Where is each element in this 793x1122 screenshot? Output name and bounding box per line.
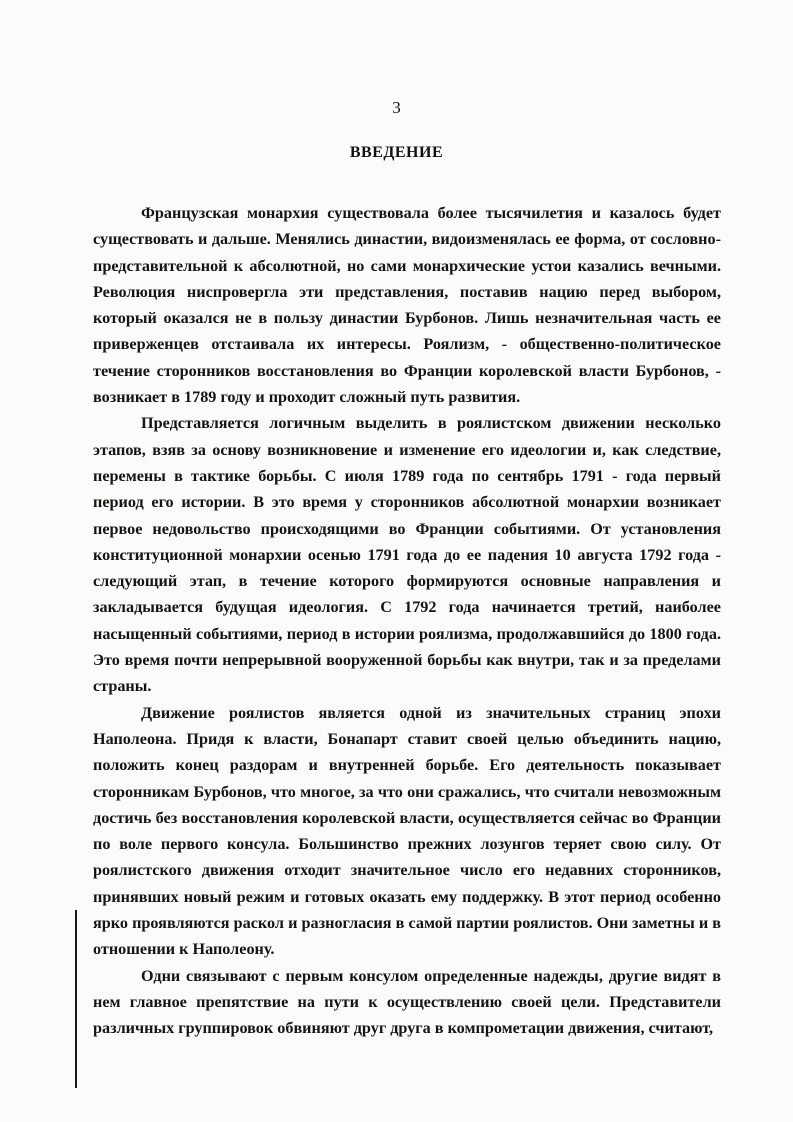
paragraph-2: Представляется логичным выделить в роялистском движении несколько этапов, взяв за основу возникновение и изменение его идеологии и, как следствие, перемены в тактике борьбы. С июля 1789 года по сентябрь 1791 - года первый период его истории. В это время у сторонников абсолютной монархии возникает первое недовольство происходящими во Франции событиями. От установления конституционной монархии осенью 1791 года до ее падения 10 августа 1792 года - следующий этап, в течение которого формируются основные направления и закладывается будущая идеология. С 1792 года начинается третий, наиболее насыщенный событиями, период в истории роялизма, продолжавшийся до 1800 года. Это время почти непрерывной вооруженной борьбы как внутри, так и за пределами страны.	[93, 414, 721, 696]
body-text	[93, 200, 721, 1042]
paragraph-3: Движение роялистов является одной из значительных страниц эпохи Наполеона. Придя к власти, Бонапарт ставит своей целью объединить нацию, положить конец раздорам и внутренней борьбе. Его деятельность показывает сторонникам Бурбонов, что многое, за что они сражались, что считали невозможным достичь без восстановления королевской власти, осуществляется сейчас во Франции по воле первого консула. Большинство прежних лозунгов теряет свою силу. От роялистского движения отходит значительное число его недавних сторонников, принявших новый режим и готовых оказать ему поддержку. В этот период особенно ярко проявляются раскол и разногласия в самой партии роялистов. Они заметны и в отношении к Наполеону.	[93, 703, 721, 959]
paragraph-4: Одни связывают с первым консулом определенные надежды, другие видят в нем главное препятствие на пути к осуществлению своей цели. Представители различных группировок обвиняют друг друга в компрометации движения, считают,	[93, 966, 721, 1038]
page-number: 3	[392, 98, 401, 117]
page-title: ВВЕДЕНИЕ	[349, 144, 444, 161]
scan-margin-line	[75, 910, 77, 1088]
paragraph-1: Французская монархия существовала более тысячилетия и казалось будет существовать и дальше. Менялись династии, видоизменялась ее форма, от сословно-представительной к абсолютной, но сами монархические устои казались вечными. Революция ниспровергла эти представления, поставив нацию перед выбором, который оказался не в пользу династии Бурбонов. Лишь незначительная часть ее приверженцев отстаивала их интересы. Роялизм, - общественно-политическое течение сторонников восстановления во Франции королевской власти Бурбонов, - возникает в 1789 году и проходит сложный путь развития.	[93, 204, 721, 407]
